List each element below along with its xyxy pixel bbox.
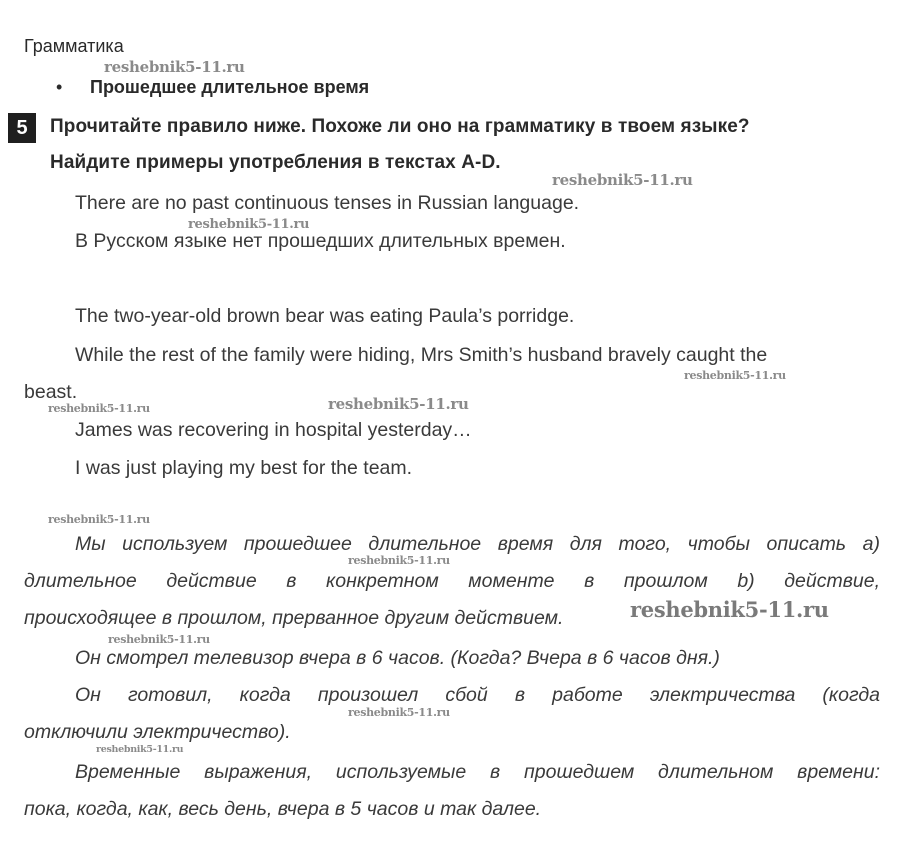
task-number-badge: 5 [8,113,36,143]
section-title: Грамматика [24,36,124,56]
watermark: reshebnik5-11.ru [48,513,150,526]
rule-line2: длительное действие в конкретном моменте в прошлом b) действие, [24,570,880,592]
answer-intro-ru: В Русском языке нет прошедших длительных времен. [75,230,566,252]
watermark: reshebnik5-11.ru [348,706,450,719]
time-expressions-line2: пока, когда, как, весь день, вчера в 5 часов и так далее. [24,798,542,820]
watermark: reshebnik5-11.ru [188,217,310,232]
watermark: reshebnik5-11.ru [348,554,450,567]
watermark: reshebnik5-11.ru [630,597,829,622]
bullet-icon: • [56,77,63,97]
answer-intro-en: There are no past continuous tenses in Russian language. [75,192,580,214]
bullet-topic: Прошедшее длительное время [90,77,370,97]
example-2-line2: beast. [24,381,78,403]
watermark: reshebnik5-11.ru [96,744,184,755]
watermark: reshebnik5-11.ru [48,402,150,415]
watermark: reshebnik5-11.ru [552,171,693,189]
rule-line1: Мы используем прошедшее длительное время для того, чтобы описать a) [75,533,880,555]
example-1: The two-year-old brown bear was eating Paula’s porridge. [75,305,575,327]
task-instruction-line1: Прочитайте правило ниже. Похоже ли оно на грамматику в твоем языке? [50,116,750,137]
ru-example-2-line2: отключили электричество). [24,721,291,743]
watermark: reshebnik5-11.ru [328,395,469,413]
example-2-line1: While the rest of the family were hiding, Mrs Smith’s husband bravely caught the [75,344,768,366]
example-4: I was just playing my best for the team. [75,457,413,479]
watermark: reshebnik5-11.ru [104,58,245,76]
time-expressions-line1: Временные выражения, используемые в прошедшем длительном времени: [75,761,880,783]
ru-example-2-line1: Он готовил, когда произошел сбой в работе электричества (когда [75,684,880,706]
example-3: James was recovering in hospital yesterday… [75,419,472,441]
watermark: reshebnik5-11.ru [108,633,210,646]
task-instruction-line2: Найдите примеры употребления в текстах A-D. [50,152,501,173]
rule-line3: происходящее в прошлом, прерванное другим действием. [24,607,564,629]
watermark: reshebnik5-11.ru [684,369,786,382]
ru-example-1: Он смотрел телевизор вчера в 6 часов. (Когда? Вчера в 6 часов дня.) [75,647,720,669]
